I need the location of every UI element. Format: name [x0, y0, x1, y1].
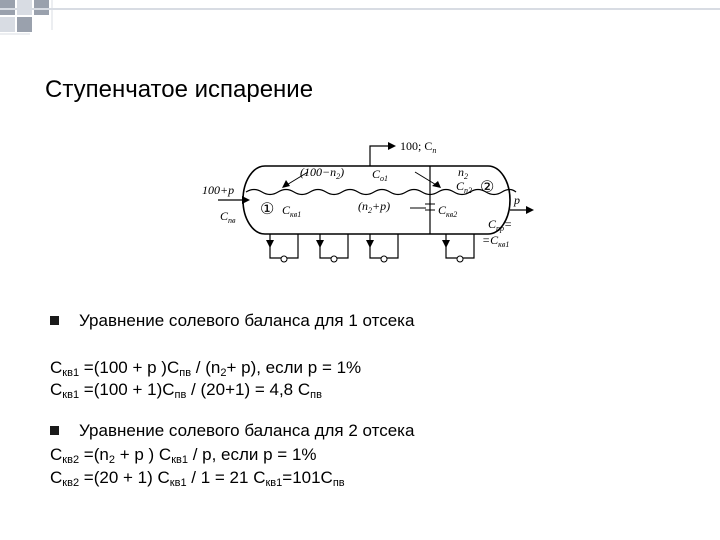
- bullet-icon: [50, 426, 59, 435]
- label-mid-flow: $(100-n_2)$: [300, 165, 345, 181]
- bullet-icon: [50, 316, 59, 325]
- label-feed-c: $C_{пв}$: [220, 209, 236, 225]
- equation-3: $C_{кв2} =(n_2 + p$ ) $C_{кв1}$ / p, если p = 1%: [50, 445, 317, 466]
- corner-decoration: [0, 0, 720, 40]
- label-c-pr-eq: $=C_{кв1}$: [482, 233, 510, 249]
- equation-1: $C_{кв1} =(100 + p$ )$C_{пв} / (n_2+ p)$, если p = 1%: [50, 358, 362, 379]
- equation-2: $C_{кв1} =(100 + 1)C_{пв} / (20+1) = 4,8$ $C_{пв}$: [50, 380, 322, 401]
- label-c-pr: $C_{пр}=$: [488, 217, 513, 233]
- label-c-o1: $C_{о1}$: [372, 167, 389, 183]
- bullet-item-1: Уравнение солевого баланса для 1 отсека: [50, 311, 414, 331]
- label-c-kv2: $C_{кв2}$: [438, 203, 458, 219]
- label-n2: $n_2$: [458, 165, 468, 181]
- bullet-item-2: Уравнение солевого баланса для 2 отсека: [50, 421, 414, 441]
- label-c-n2: $C_{п2}$: [456, 179, 473, 195]
- label-circle1: ①: [260, 201, 275, 218]
- equation-4: $C_{кв2} =(20 + 1)$ $C_{кв1} / 1 = 21$ $C_{кв1}=101C_{пв}$: [50, 468, 345, 489]
- label-c-kv1: $C_{кв1}$: [282, 203, 302, 219]
- label-p-out: p: [514, 193, 520, 207]
- evaporator-diagram: [202, 128, 540, 273]
- label-n2p: $(n_2+p)$: [358, 199, 391, 215]
- label-circle2: ②: [480, 179, 495, 196]
- slide-title: Ступенчатое испарение: [45, 76, 314, 103]
- label-left-in: 100+p: [202, 183, 235, 197]
- label-top-out: 100; $C_п$: [400, 139, 437, 155]
